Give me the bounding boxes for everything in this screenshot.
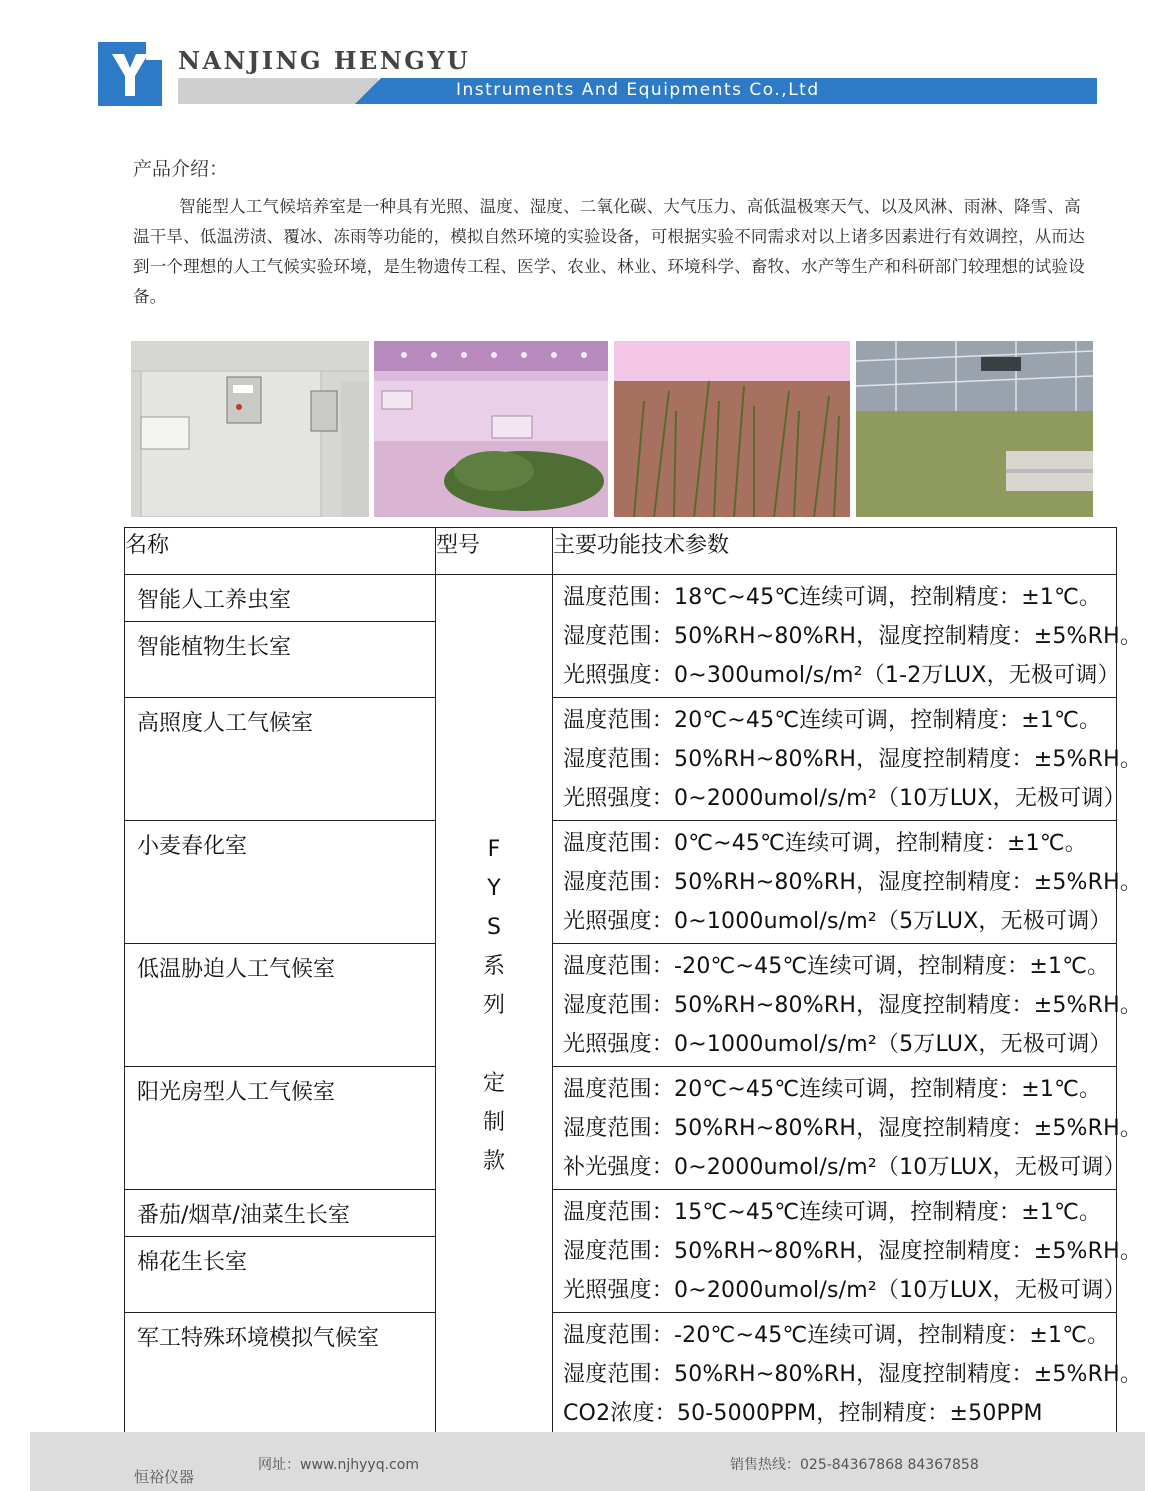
footer-website: 网址：www.njhyyq.com [258, 1457, 419, 1473]
params-cell: 温度范围：0℃~45℃连续可调，控制精度：±1℃。 湿度范围：50%RH~80%RH，湿度控制精度：±5%RH。 光照强度：0~1000umol/s/m²（5万LUX，无极可调） [553, 821, 1117, 944]
model-cell [436, 575, 553, 1436]
photo-pink-light-room [374, 341, 608, 517]
company-subtitle: Instruments And Equipments Co.,Ltd [456, 80, 820, 100]
table-row [125, 821, 1117, 944]
header-bar-grey [178, 78, 378, 104]
company-logo [98, 42, 162, 106]
product-name: 低温胁迫人工气候室 [125, 944, 436, 1067]
table-header-row [125, 528, 1117, 575]
params-cell: 温度范围：15℃~45℃连续可调，控制精度：±1℃。 湿度范围：50%RH~80%RH，湿度控制精度：±5%RH。 光照强度：0~2000umol/s/m²（10万LUX，无极可调） [553, 1190, 1117, 1313]
name-cell [125, 575, 436, 698]
spec-table [124, 527, 1143, 1436]
footer-brand: 恒裕仪器 [134, 1468, 195, 1486]
product-name: 阳光房型人工气候室 [125, 1067, 436, 1190]
photo-chamber-exterior [131, 341, 369, 517]
table-row [125, 1067, 1117, 1190]
params-cell: 温度范围：18℃~45℃连续可调，控制精度：±1℃。 湿度范围：50%RH~80%RH，湿度控制精度：±5%RH。 光照强度：0~300umol/s/m²（1-2万LUX，无极可调） [553, 575, 1117, 698]
table-row [125, 944, 1117, 1067]
photo-wheat-growth-room [614, 341, 850, 517]
model-label: F Y S 系 列 定 制 款 [482, 836, 505, 1174]
photo-greenhouse [856, 341, 1093, 517]
product-name: 高照度人工气候室 [125, 698, 436, 821]
product-name: 智能植物生长室 [125, 621, 435, 661]
page-footer [30, 1432, 1145, 1491]
y-logo-icon [98, 42, 162, 106]
params-cell: 温度范围：-20℃~45℃连续可调，控制精度：±1℃。 湿度范围：50%RH~80%RH，湿度控制精度：±5%RH。 CO2浓度：50-5000PPM，控制精度：±50PPM [553, 1313, 1117, 1436]
product-name: 小麦春化室 [125, 821, 436, 944]
intro-title: 产品介绍： [133, 158, 229, 180]
table-row [125, 1313, 1117, 1436]
intro-text: 智能型人工气候培养室是一种具有光照、温度、湿度、二氧化碳、大气压力、高低温极寒天气、以及风淋、雨淋、降雪、高温干旱、低温涝渍、覆冰、冻雨等功能的，模拟自然环境的实验设备，可根据实验不同需求对以上诸多因素进行有效调控，从而达到一个理想的人工气候实验环境，是生物遗传工程、医学、农业、林业、环境科学、畜牧、水产等生产和科研部门较理想的试验设备。 [133, 197, 1085, 306]
product-name: 军工特殊环境模拟气候室 [125, 1313, 436, 1436]
header-name: 名称 [125, 528, 436, 575]
company-name: NANJING HENGYU [178, 46, 471, 75]
product-name: 番茄/烟草/油菜生长室 [137, 1203, 350, 1228]
table-row [125, 698, 1117, 821]
footer-hotline: 销售热线：025-84367868 84367858 [730, 1457, 979, 1473]
product-name: 智能人工养虫室 [137, 588, 292, 613]
params-cell: 温度范围：20℃~45℃连续可调，控制精度：±1℃。 湿度范围：50%RH~80%RH，湿度控制精度：±5%RH。 光照强度：0~2000umol/s/m²（10万LUX，无极可调） [553, 698, 1117, 821]
table-row [125, 1190, 1117, 1313]
name-cell [125, 1190, 436, 1313]
table-row [125, 575, 1117, 698]
header-model: 型号 [436, 528, 553, 575]
params-cell: 温度范围：-20℃~45℃连续可调，控制精度：±1℃。 湿度范围：50%RH~80%RH，湿度控制精度：±5%RH。 光照强度：0~1000umol/s/m²（5万LUX，无极可调） [553, 944, 1117, 1067]
product-name: 棉花生长室 [125, 1236, 435, 1276]
header-params: 主要功能技术参数 [553, 528, 1117, 575]
params-cell: 温度范围：20℃~45℃连续可调，控制精度：±1℃。 湿度范围：50%RH~80%RH，湿度控制精度：±5%RH。 补光强度：0~2000umol/s/m²（10万LUX，无极可调） [553, 1067, 1117, 1190]
